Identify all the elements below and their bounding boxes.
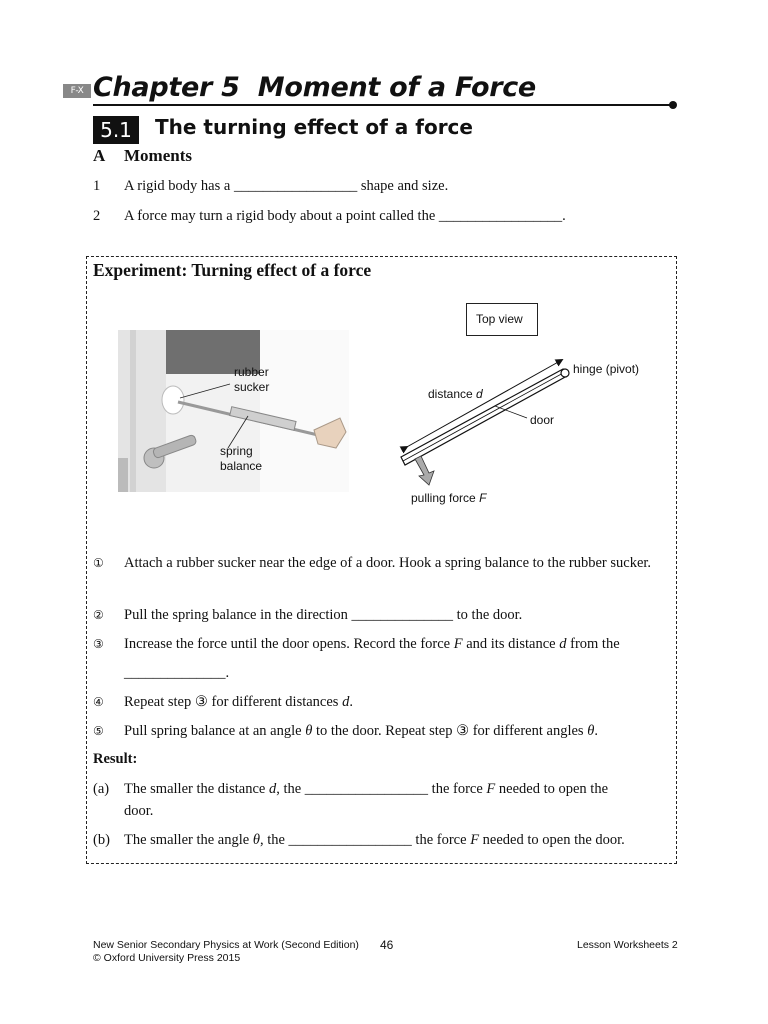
chapter-title: Chapter 5 Moment of a Force bbox=[93, 72, 536, 103]
subsection-letter: A bbox=[93, 146, 106, 165]
question-text: A rigid body has a _________________ shape and size. bbox=[124, 178, 449, 194]
top-view-label: Top view bbox=[476, 312, 523, 326]
force-label: pulling force F bbox=[411, 491, 487, 505]
page-number: 46 bbox=[380, 938, 394, 952]
result-text-b: The smaller the angle θ, the _________________ the force F needed to open the door. bbox=[124, 832, 625, 848]
result-text-a-continued: door. bbox=[124, 803, 154, 819]
result-label-b: (b) bbox=[93, 832, 110, 848]
question-number: 2 bbox=[93, 208, 101, 224]
question-text: A force may turn a rigid body about a point called the _________________. bbox=[124, 208, 566, 224]
step-number: ① bbox=[93, 556, 104, 570]
chapter-logo: F-X bbox=[63, 84, 91, 98]
question-number: 1 bbox=[93, 178, 101, 194]
distance-label: distance d bbox=[428, 387, 483, 401]
door-label: door bbox=[530, 413, 555, 427]
footer-copyright: © Oxford University Press 2015 bbox=[93, 952, 241, 964]
photo-label-spring-balance: spring balance bbox=[220, 444, 263, 473]
step-text: Repeat step ③ for different distances d. bbox=[124, 694, 353, 710]
section-title: The turning effect of a force bbox=[155, 115, 473, 139]
experiment-title: Experiment: Turning effect of a force bbox=[93, 260, 372, 280]
step-text: Pull the spring balance in the direction ______________ to the door. bbox=[124, 607, 523, 623]
hinge-label: hinge (pivot) bbox=[573, 362, 640, 376]
step-number: ⑤ bbox=[93, 724, 104, 738]
footer-book-title: New Senior Secondary Physics at Work (Second Edition) bbox=[93, 939, 359, 951]
result-text-a: The smaller the distance d, the _________________ the force F needed to open the bbox=[124, 781, 609, 797]
photo-label-sucker: rubber sucker bbox=[234, 365, 270, 394]
step-text-continued: ______________. bbox=[124, 665, 230, 681]
result-label: Result: bbox=[93, 751, 138, 767]
step-number: ② bbox=[93, 608, 104, 622]
result-label-a: (a) bbox=[93, 781, 110, 797]
chapter-rule bbox=[93, 104, 673, 106]
section-number: 5.1 bbox=[93, 116, 139, 144]
subsection-title: Moments bbox=[124, 146, 192, 165]
step-text: Pull spring balance at an angle θ to the door. Repeat step ③ for different angles θ. bbox=[124, 723, 598, 739]
step-text: Attach a rubber sucker near the edge of a door. Hook a spring balance to the rubber sucker. bbox=[124, 555, 652, 571]
step-text: Increase the force until the door opens. Record the force F and its distance d from the bbox=[124, 636, 620, 652]
footer-series: Lesson Worksheets 2 bbox=[577, 939, 678, 951]
step-number: ③ bbox=[93, 637, 104, 651]
chapter-rule-dot bbox=[669, 101, 677, 109]
step-number: ④ bbox=[93, 695, 104, 709]
